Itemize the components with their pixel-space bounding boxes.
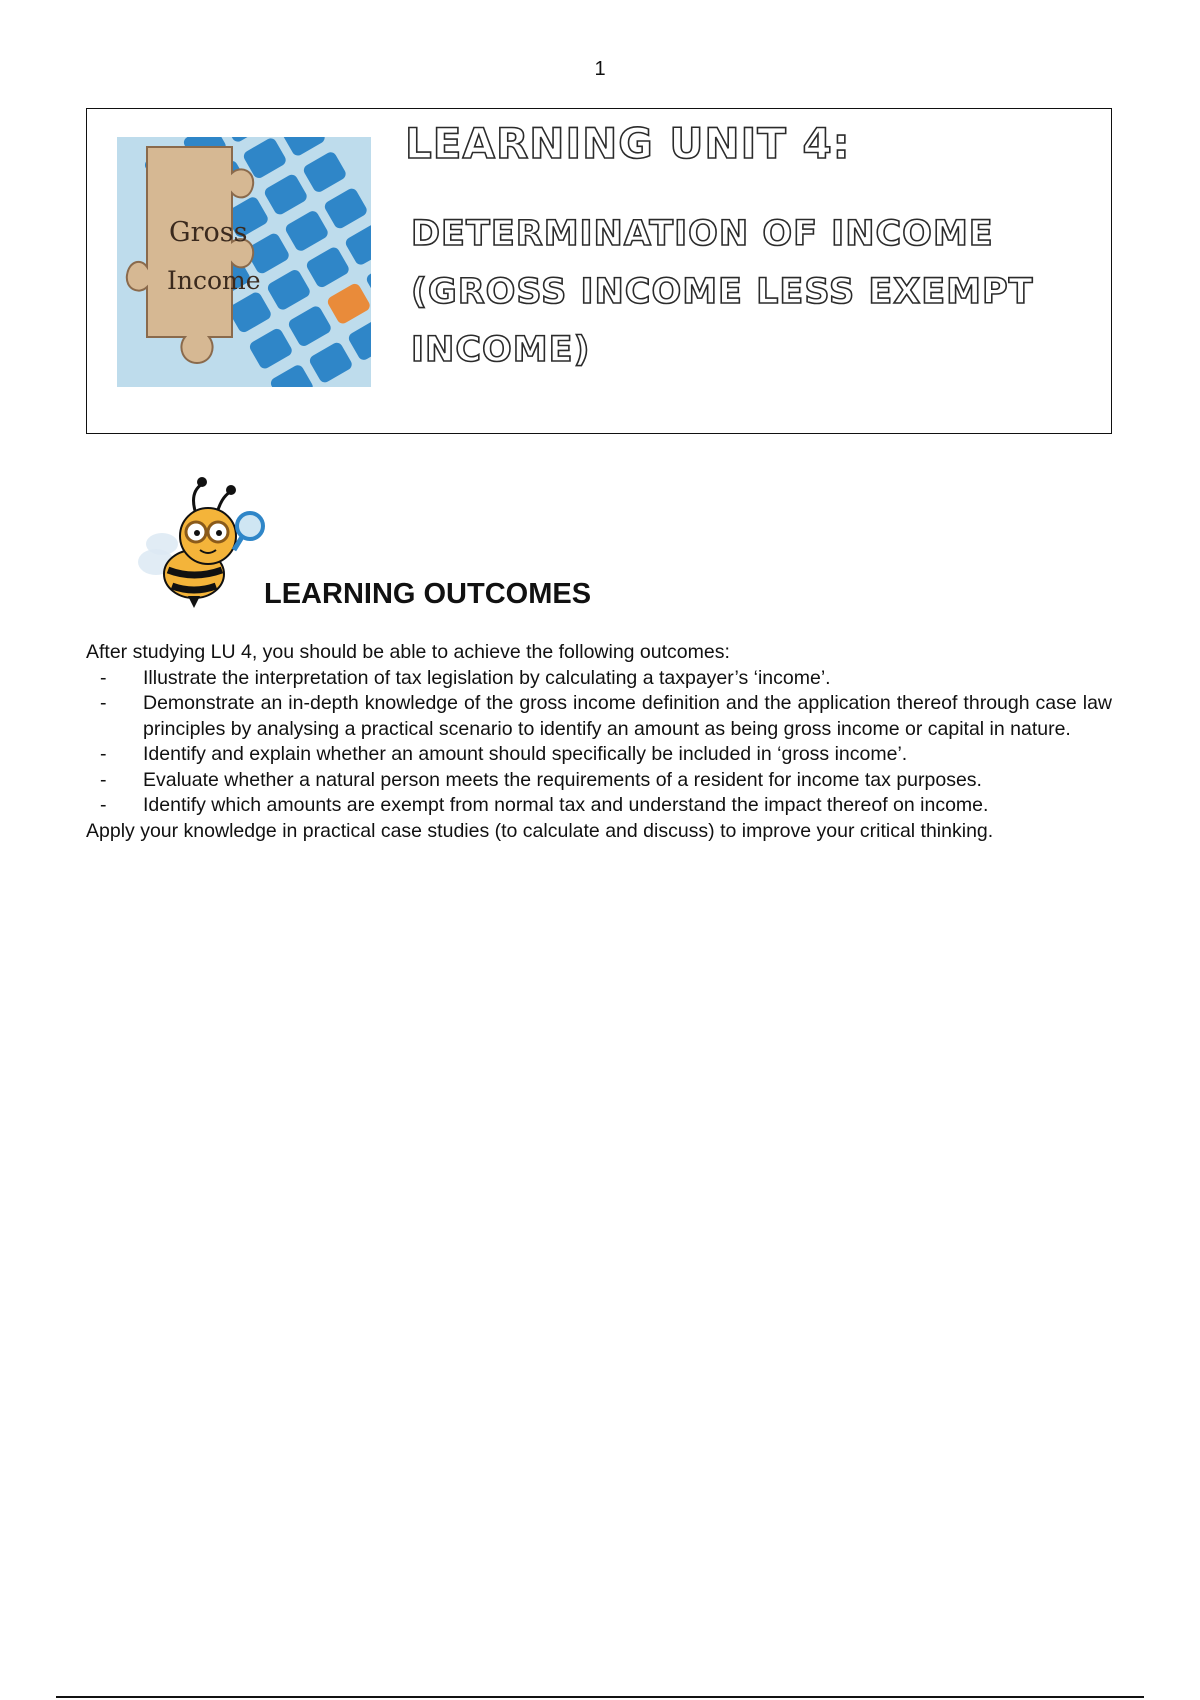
- puzzle-word-2: Income: [167, 266, 261, 295]
- subtitle-line: DETERMINATION OF INCOME: [411, 214, 994, 254]
- outcome-item: - Evaluate whether a natural person meets the requirements of a resident for income tax purposes.: [86, 768, 1112, 794]
- puzzle-word-1: Gross: [169, 217, 248, 248]
- subtitle-line: INCOME): [411, 330, 591, 370]
- learning-outcomes-heading: LEARNING OUTCOMES: [264, 578, 592, 610]
- learning-outcomes-body: [86, 640, 1112, 844]
- outcomes-intro: After studying LU 4, you should be able to achieve the following outcomes:: [86, 641, 730, 663]
- outcome-item: - Demonstrate an in-depth knowledge of the gross income definition and the application thereof through case law principles by analysing a practical scenario to identify an amount as being gross income or capital in nature.: [86, 691, 1112, 742]
- unit-title: LEARNING UNIT 4:: [405, 119, 851, 168]
- outcomes-closing: Apply your knowledge in practical case studies (to calculate and discuss) to improve your critical thinking.: [86, 819, 994, 842]
- outcome-item: - Identify which amounts are exempt from normal tax and understand the impact thereof on income.: [86, 793, 1112, 819]
- outcome-item: - Identify and explain whether an amount should specifically be included in ‘gross income’.: [86, 742, 1112, 768]
- gross-income-puzzle-image: [117, 137, 371, 387]
- page-number: 1: [594, 58, 606, 80]
- unit-subtitle: [411, 205, 1101, 379]
- outcome-item: - Illustrate the interpretation of tax legislation by calculating a taxpayer’s ‘income’.: [86, 666, 1112, 692]
- bee-with-magnifier-icon: [138, 474, 268, 610]
- subtitle-line: (GROSS INCOME LESS EXEMPT: [411, 272, 1034, 312]
- footer-rule: [56, 1696, 1144, 1698]
- outcomes-list: [86, 666, 1112, 819]
- learning-unit-header: [86, 108, 1112, 434]
